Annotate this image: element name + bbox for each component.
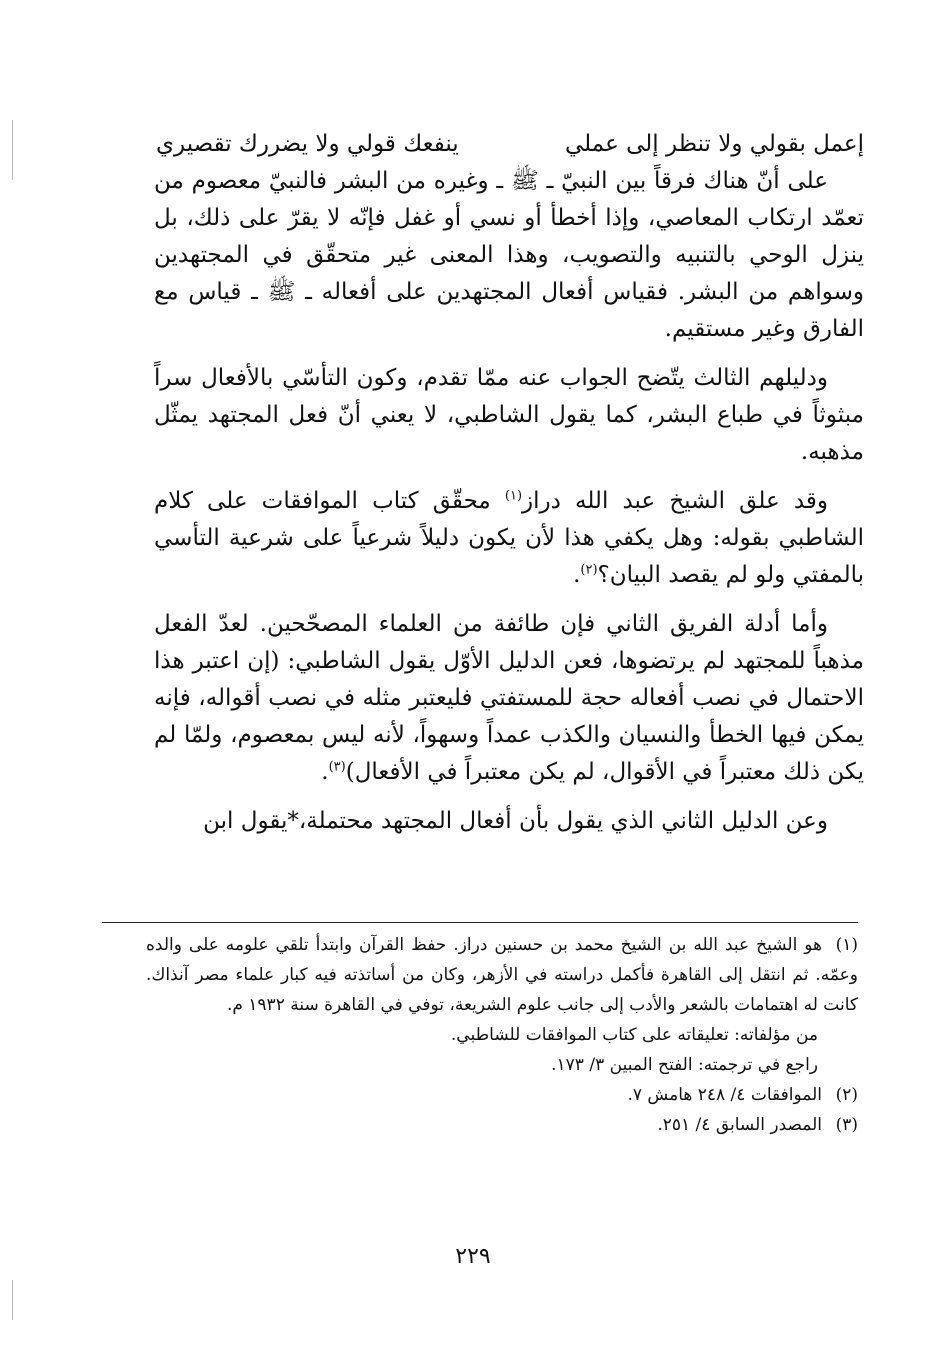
paragraph-4 (154, 606, 864, 791)
footnote-2 (146, 1080, 858, 1110)
footnote-ref-3: (٣) (328, 759, 346, 775)
footnote-separator (102, 922, 858, 923)
page-number: ٢٢٩ (455, 1244, 491, 1269)
footnote-1-works: من مؤلفاته: تعليقاته على كتاب الموافقات للشاطبي. (450, 1025, 818, 1045)
paragraph-3 (154, 483, 864, 594)
footnote-ref-2: (٢) (580, 562, 598, 578)
scan-edge-mark (12, 120, 13, 180)
footnote-1-reference: راجع في ترجمته: الفتح المبين ٣/ ١٧٣. (551, 1055, 818, 1075)
verse-second-hemistich: ينفعك قولي ولا يضررك تقصيري (156, 131, 459, 157)
verse-first-hemistich: إعمل بقولي ولا تنظر إلى عملي (565, 131, 864, 157)
footnote-3-text: المصدر السابق ٤/ ٢٥١. (657, 1115, 822, 1135)
footnotes (146, 930, 858, 1140)
footnote-3 (146, 1110, 858, 1140)
footnote-1-text: هو الشيخ عبد الله بن الشيخ محمد بن حسنين دراز. حفظ القرآن وابتدأ تلقي علومه على والده وعمّه. ثم انتقل إلى القاهرة فأكمل دراسته في الأزهر، وكان من أساتذته فيه كبار علماء مصر آنذاك. كانت له اهتمامات بالشعر والأدب إلى جانب علوم الشريعة، توفي في القاهرة سنة ١٩٣٢ م. (146, 935, 858, 1015)
footnote-2-number: (٢) (835, 1085, 858, 1105)
paragraph-5: وعن الدليل الثاني الذي يقول بأن أفعال المجتهد محتملة،*يقول ابن (203, 808, 828, 834)
footnote-1-number: (١) (835, 935, 858, 955)
footnote-1 (146, 930, 858, 1020)
paragraph-3-text-a: وقد علق الشيخ عبد الله دراز (522, 488, 828, 514)
footnote-2-text: الموافقات ٤/ ٢٤٨ هامش ٧. (627, 1085, 822, 1105)
paragraph-1: على أنّ هناك فرقاً بين النبيّ ـ ﷺ ـ وغيره من البشر فالنبيّ معصوم من تعمّد ارتكاب المعاصي، وإذا أخطأ أو نسي أو غفل فإنّه لا يقرّ على ذلك، بل ينزل الوحي بالتنبيه والتصويب، وهذا المعنى غير متحقّق في المجتهدين وسواهم من البشر. فقياس أفعال المجتهدين على أفعاله ـ ﷺ ـ قياس مع الفارق وغير مستقيم. (154, 168, 864, 342)
paragraph-4-end: . (321, 759, 329, 785)
poetry-verse (154, 126, 864, 163)
paragraph-3-text-b: محقّق كتاب الموافقات على كلام الشاطبي بقوله: وهل يكفي هذا لأن يكون دليلاً شرعياً على شرعية التأسي بالمفتي ولو لم يقصد البيان؟ (154, 488, 864, 588)
main-text (154, 126, 864, 852)
footnote-3-number: (٣) (835, 1115, 858, 1135)
scan-edge-mark (12, 1280, 13, 1320)
paragraph-3-end: . (573, 562, 581, 588)
paragraph-2: ودليلهم الثالث يتّضح الجواب عنه ممّا تقدم، وكون التأسّي بالأفعال سراً مبثوثاً في طباع البشر، كما يقول الشاطبي، لا يعني أنّ فعل المجتهد يمثّل مذهبه. (154, 365, 864, 465)
footnote-ref-1: (١) (504, 488, 523, 504)
paragraph-4-text: وأما أدلة الفريق الثاني فإن طائفة من العلماء المصحّحين. لعدّ الفعل مذهباً للمجتهد لم يرتضوها، فعن الدليل الأوّل يقول الشاطبي: (إن اعتبر هذا الاحتمال في نصب أفعاله حجة للمستفتي فليعتبر مثله في نصب أقواله، فإنه يمكن فيها الخطأ والنسيان والكذب عمداً وسهواً، لأنه ليس بمعصوم، ولمّا لم يكن ذلك معتبراً في الأقوال، لم يكن معتبراً في الأفعال) (154, 611, 864, 785)
